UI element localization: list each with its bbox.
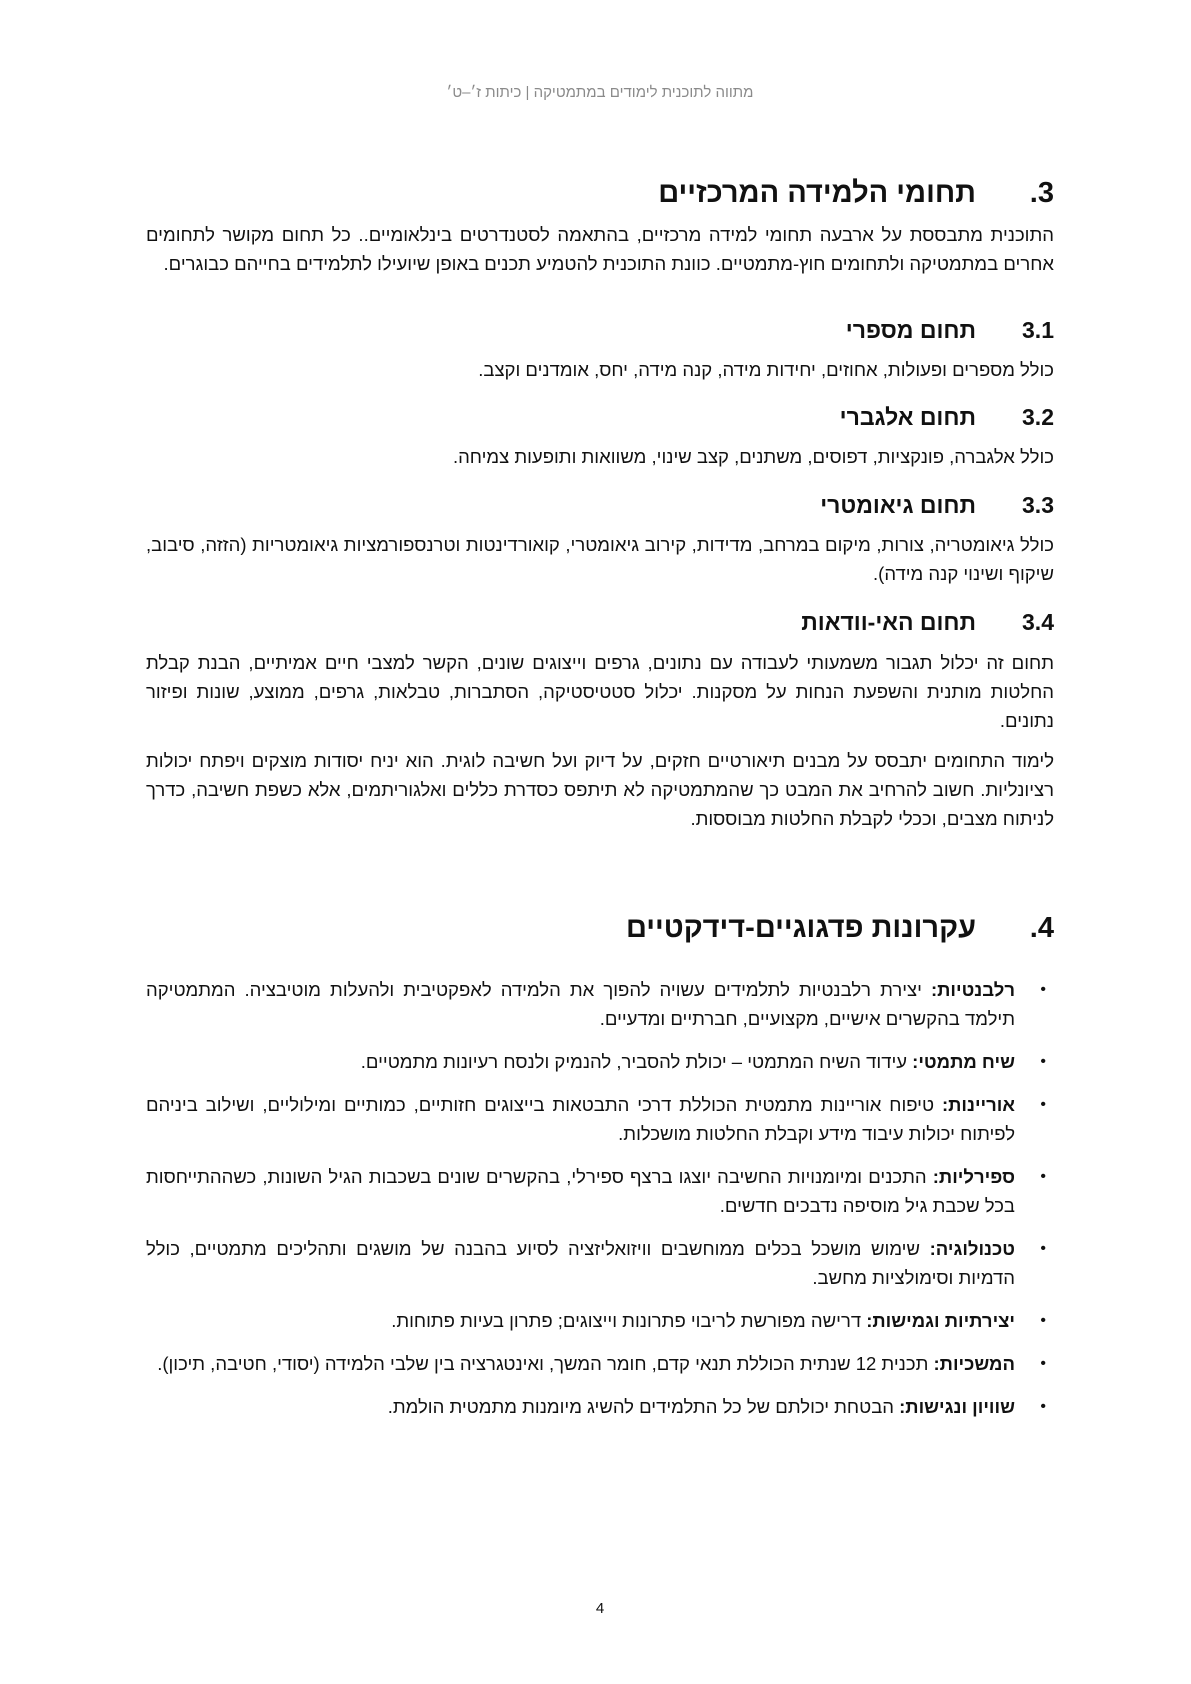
item-text: הבטחת יכולתם של כל התלמידים להשיג מיומנות מתמטית הולמת. xyxy=(387,1396,900,1417)
section-3-intro: התוכנית מתבססת על ארבעה תחומי למידה מרכזיים, בהתאמה לסטנדרטים בינלאומיים.. כל תחום מקושר לתחומים אחרים במתמטיקה ולתחומים חוץ-מתמטיים. כוונת התוכנית להטמיע תכנים באופן שיועילו לתלמידים בחייהם כבוגרים. xyxy=(146,224,1054,274)
item-text: עידוד השיח המתמטי – יכולת להסביר, להנמיק ולנסח רעיונות מתמטיים. xyxy=(360,1051,913,1072)
item-text: התכנים ומיומנויות החשיבה יוצגו ברצף ספירלי, בהקשרים שונים בשכבות הגיל השונות, כשההתייחסות בכל שכבת גיל מוסיפה נדבכים חדשים. xyxy=(146,1166,1015,1216)
item-text: טיפוח אוריינות מתמטית הכוללת דרכי התבטאות בייצוגים חזותיים, כמותיים ומילוליים, ושילוב ביניהם לפיתוח יכולות עיבוד מידע וקבלת החלטות מושכלות. xyxy=(146,1094,1015,1144)
list-item xyxy=(146,1306,1054,1335)
running-header: מתווה לתוכנית לימודים במתמטיקה | כיתות ז׳–ט׳ xyxy=(446,84,754,101)
section-3-heading xyxy=(146,175,1054,211)
item-term: יצירתיות וגמישות: xyxy=(866,1310,1015,1331)
bullet-icon: • xyxy=(1040,1168,1046,1185)
page-number: 4 xyxy=(595,1600,605,1617)
bullet-icon: • xyxy=(1040,1053,1046,1070)
subsection-3-1-heading xyxy=(146,315,1054,345)
subsection-3-4-text: תחום זה יכלול תגבור משמעותי לעבודה עם נתונים, גרפים וייצוגים שונים, הקשר למצבי חיים אמיתיים, הבנת קבלת החלטות מותנית והשפעת הנחות על מסקנות. יכלול סטטיסטיקה, הסתברות, טבלאות, גרפים, ממוצע, שונות ופיזור נתונים. xyxy=(146,652,1054,731)
section-3-closing: לימוד התחומים יתבסס על מבנים תיאורטיים חזקים, על דיוק ועל חשיבה לוגית. הוא יניח יסודות מוצקים ויפתח יכולות רציונליות. חשוב להרחיב את המבט כך שהמתמטיקה לא תיתפס כסדרת כללים ואלגוריתמים, אלא כשפת חשיבה, כדרך לניתוח מצבים, וככלי לקבלת החלטות מבוססות. xyxy=(146,750,1054,829)
list-item xyxy=(146,1090,1054,1148)
item-term: המשכיות: xyxy=(933,1353,1015,1374)
list-item xyxy=(146,1047,1054,1076)
subsection-3-4-number: 3.4 xyxy=(1022,609,1054,635)
list-item xyxy=(146,1162,1054,1220)
item-term: שוויון ונגישות: xyxy=(899,1396,1015,1417)
section-4-number: 4. xyxy=(1029,912,1054,944)
subsection-3-1-number: 3.1 xyxy=(1022,317,1054,343)
subsection-3-3-number: 3.3 xyxy=(1022,492,1054,518)
bullet-icon: • xyxy=(1040,1096,1046,1113)
item-term: אוריינות: xyxy=(941,1094,1015,1115)
bullet-icon: • xyxy=(1040,981,1046,998)
list-item xyxy=(146,1234,1054,1292)
item-term: רלבנטיות: xyxy=(930,979,1015,1000)
bullet-icon: • xyxy=(1040,1355,1046,1372)
item-text: תכנית 12 שנתית הכוללת תנאי קדם, חומר המשך, ואינטגרציה בין שלבי הלמידה (יסודי, חטיבה, תיכון). xyxy=(157,1353,934,1374)
subsection-3-4-heading xyxy=(146,607,1054,637)
section-3-number: 3. xyxy=(1029,177,1054,209)
list-item xyxy=(146,975,1054,1033)
subsection-3-3-title: תחום גיאומטרי xyxy=(820,492,976,518)
item-text: דרישה מפורשת לריבוי פתרונות וייצוגים; פתרון בעיות פתוחות. xyxy=(391,1310,867,1331)
subsection-3-3-text: כולל גיאומטריה, צורות, מיקום במרחב, מדידות, קירוב גיאומטרי, קואורדינטות וטרנספורמציות גיאומטריות (הזזה, סיבוב, שיקוף ושינוי קנה מידה). xyxy=(146,534,1054,584)
list-item xyxy=(146,1392,1054,1421)
subsection-3-2-text: כולל אלגברה, פונקציות, דפוסים, משתנים, קצב שינוי, משוואות ותופעות צמיחה. xyxy=(452,446,1054,467)
list-item xyxy=(146,1349,1054,1378)
subsection-3-2-heading xyxy=(146,402,1054,432)
section-3-title: תחומי הלמידה המרכזיים xyxy=(658,177,976,209)
subsection-3-2-title: תחום אלגברי xyxy=(839,404,976,430)
item-term: ספירליות: xyxy=(932,1166,1015,1187)
section-4-heading xyxy=(146,910,1054,946)
subsection-3-2-number: 3.2 xyxy=(1022,404,1054,430)
bullet-icon: • xyxy=(1040,1398,1046,1415)
pedagogical-principles-list xyxy=(146,975,1054,1435)
item-term: טכנולוגיה: xyxy=(929,1238,1015,1259)
section-4-title: עקרונות פדגוגיים-דידקטיים xyxy=(625,912,976,944)
bullet-icon: • xyxy=(1040,1312,1046,1329)
item-text: יצירת רלבנטיות לתלמידים עשויה להפוך את הלמידה לאפקטיבית ולהעלות מוטיבציה. המתמטיקה תילמד בהקשרים אישיים, מקצועיים, חברתיים ומדעיים. xyxy=(146,979,1015,1029)
subsection-3-1-text: כולל מספרים ופעולות, אחוזים, יחידות מידה, קנה מידה, יחס, אומדנים וקצב. xyxy=(478,359,1054,380)
subsection-3-4-title: תחום האי-וודאות xyxy=(801,609,976,635)
document-page xyxy=(146,0,1054,1684)
subsection-3-1-title: תחום מספרי xyxy=(845,317,976,343)
item-term: שיח מתמטי: xyxy=(912,1051,1015,1072)
item-text: שימוש מושכל בכלים ממוחשבים וויזואליזציה לסיוע בהבנה של מושגים ותהליכים מתמטיים, כולל הדמיות וסימולציות מחשב. xyxy=(146,1238,1015,1288)
subsection-3-3-heading xyxy=(146,490,1054,520)
bullet-icon: • xyxy=(1040,1240,1046,1257)
